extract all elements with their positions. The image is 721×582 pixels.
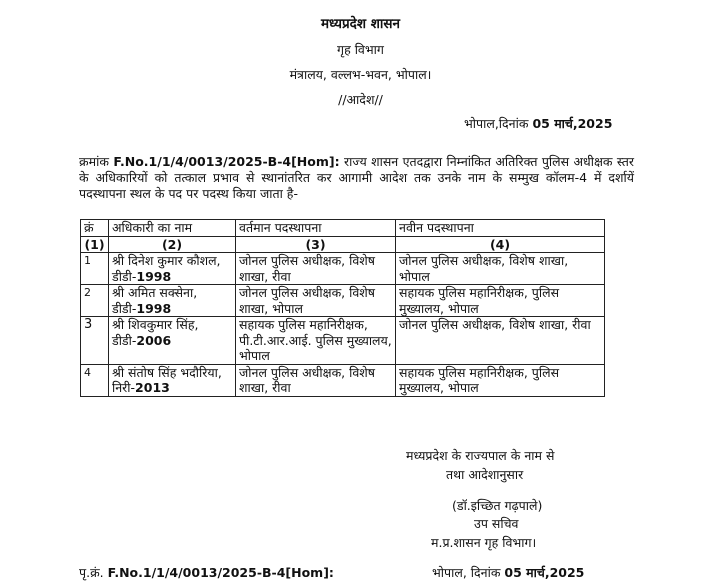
transfer-table	[80, 219, 605, 397]
officer-name-text: श्री संतोष सिंह भदौरिया, निरी-	[112, 364, 222, 395]
officer-name	[109, 253, 236, 285]
endorsement-date-prefix: भोपाल, दिनांक	[432, 565, 501, 580]
officer-batch: 1998	[136, 268, 172, 284]
signatory-name: (डॉ.इच्छित गढ़पाले)	[452, 498, 543, 513]
col-number: (4)	[396, 236, 605, 253]
signatory-designation: उप सचिव	[474, 516, 519, 531]
order-date-line	[464, 115, 612, 132]
new-posting: सहायक पुलिस महानिरीक्षक, पुलिस मुख्यालय, भोपाल	[396, 364, 605, 396]
officer-name-text: श्री अमित सक्सेना, डीडी-	[112, 285, 198, 316]
table-header-row	[81, 220, 605, 237]
authority-line-1: मध्यप्रदेश के राज्यपाल के नाम से	[406, 448, 555, 463]
new-posting: जोनल पुलिस अधीक्षक, विशेष शाखा, रीवा	[396, 317, 605, 365]
order-number-label: क्रमांक	[79, 154, 109, 169]
officer-batch: 1998	[136, 300, 172, 316]
officer-name-text: श्री शिवकुमार सिंह, डीडी-	[112, 317, 199, 348]
table-row	[81, 364, 605, 396]
department-name: गृह विभाग	[337, 42, 384, 57]
endorsement-date-line	[432, 564, 584, 581]
order-date-prefix: भोपाल,दिनांक	[464, 116, 529, 131]
table-row	[81, 317, 605, 365]
table-column-number-row	[81, 236, 605, 253]
government-heading: मध्यप्रदेश शासन	[320, 16, 400, 32]
col-header-new-posting: नवीन पदस्थापना	[396, 220, 605, 237]
endorsement-number-line	[79, 564, 334, 581]
order-intro-paragraph	[79, 154, 634, 202]
officer-batch: 2013	[135, 380, 170, 395]
col-number: (2)	[109, 236, 236, 253]
order-title: //आदेश//	[338, 92, 383, 107]
officer-name-text: श्री दिनेश कुमार कौशल, डीडी-	[112, 253, 221, 284]
signatory-office: म.प्र.शासन गृह विभाग।	[431, 535, 537, 550]
col-header-name: अधिकारी का नाम	[109, 220, 236, 237]
current-posting: जोनल पुलिस अधीक्षक, विशेष शाखा, भोपाल	[236, 285, 396, 317]
current-posting: सहायक पुलिस महानिरीक्षक, पी.टी.आर.आई. पुलिस मुख्यालय, भोपाल	[236, 317, 396, 365]
current-posting: जोनल पुलिस अधीक्षक, विशेष शाखा, रीवा	[236, 253, 396, 285]
col-header-sno: क्रं	[81, 220, 109, 237]
order-intro-text: राज्य शासन एतदद्वारा निम्नांकित अतिरिक्त पुलिस अधीक्षक स्तर के अधिकारियों को तत्काल प्रभाव से स्थानांतरित कर आगामी आदेश तक उनके नाम के सम्मुख कॉलम-4 में दर्शायें पदस्थापना स्थल के पद पर पदस्थ किया जाता है-	[79, 154, 634, 201]
order-date: 05 मार्च,2025	[532, 116, 613, 131]
row-sno: 4	[81, 364, 109, 396]
officer-batch: 2006	[136, 332, 172, 348]
office-address: मंत्रालय, वल्लभ-भवन, भोपाल।	[289, 67, 432, 82]
officer-name	[109, 285, 236, 317]
table-row	[81, 285, 605, 317]
current-posting: जोनल पुलिस अधीक्षक, विशेष शाखा, रीवा	[236, 364, 396, 396]
order-file-number: F.No.1/1/4/0013/2025-B-4[Hom]:	[113, 154, 340, 169]
col-header-current-posting: वर्तमान पदस्थापना	[236, 220, 396, 237]
row-sno: 1	[81, 253, 109, 285]
row-sno: 2	[81, 285, 109, 317]
officer-name	[109, 364, 236, 396]
officer-name	[109, 317, 236, 365]
endorsement-date: 05 मार्च,2025	[504, 565, 585, 580]
endorsement-label: पृ.क्रं.	[79, 565, 104, 580]
endorsement-file-number: F.No.1/1/4/0013/2025-B-4[Hom]:	[107, 565, 334, 580]
col-number: (1)	[81, 236, 109, 253]
new-posting: जोनल पुलिस अधीक्षक, विशेष शाखा, भोपाल	[396, 253, 605, 285]
row-sno: 3	[81, 317, 109, 365]
authority-line-2: तथा आदेशानुसार	[446, 467, 524, 482]
table-row	[81, 253, 605, 285]
new-posting: सहायक पुलिस महानिरीक्षक, पुलिस मुख्यालय, भोपाल	[396, 285, 605, 317]
col-number: (3)	[236, 236, 396, 253]
